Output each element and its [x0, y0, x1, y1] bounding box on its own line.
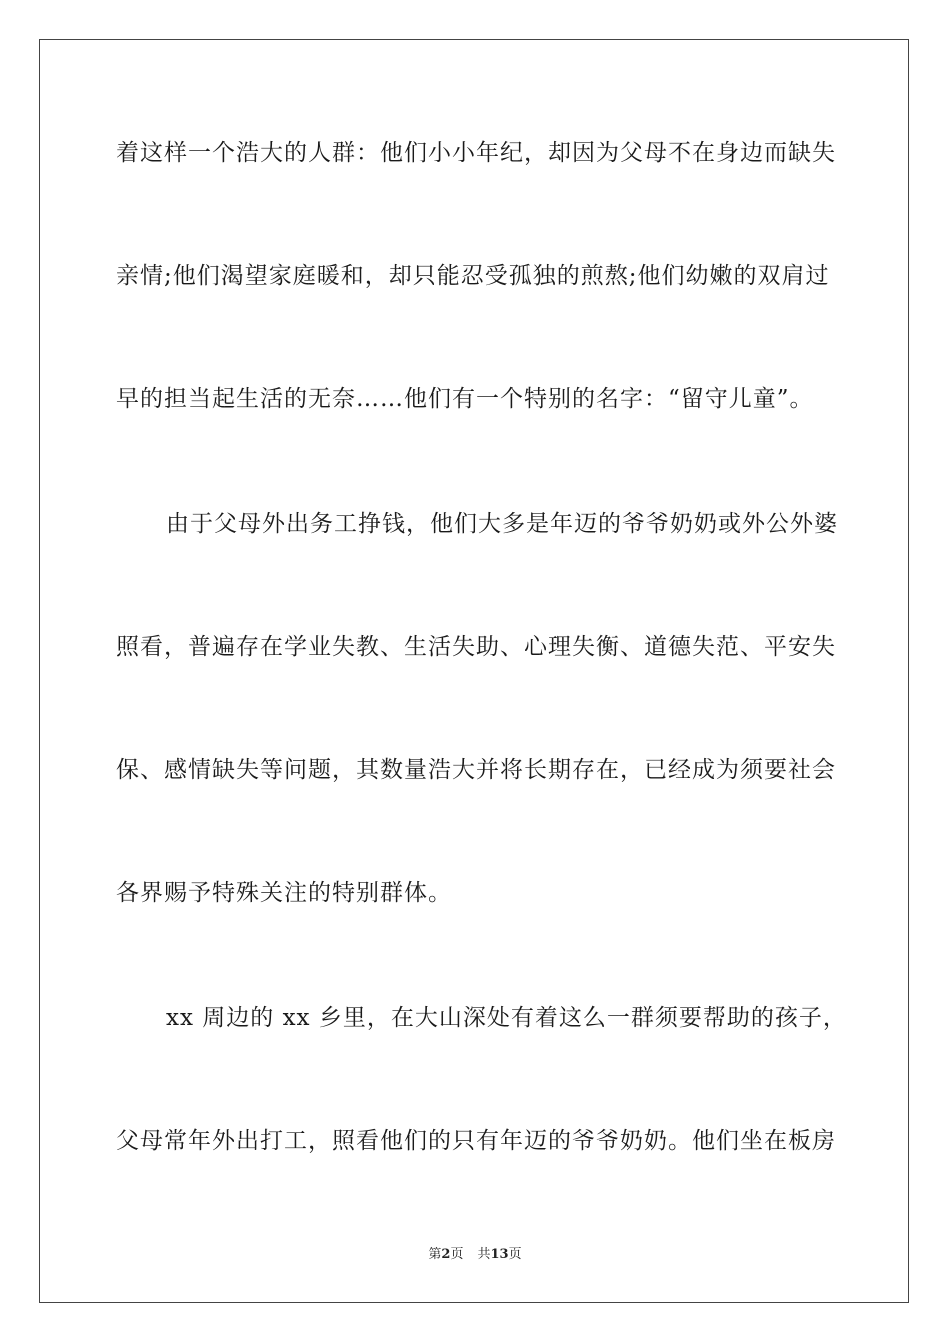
total-label-suffix: 页 — [508, 1247, 522, 1262]
text-line: 父母常年外出打工，照看他们的只有年迈的爷爷奶奶。他们坐在板房 — [116, 1128, 836, 1154]
text-line: 由于父母外出务工挣钱，他们大多是年迈的爷爷奶奶或外公外婆 — [166, 511, 838, 537]
text-line: xx 周边的 xx 乡里，在大山深处有着这么一群须要帮助的孩子， — [166, 1005, 847, 1031]
page-label-prefix: 第 — [428, 1247, 442, 1262]
text-line: 各界赐予特殊关注的特别群体。 — [116, 880, 452, 906]
page-number: 2 — [441, 1247, 451, 1262]
text-line: 早的担当起生活的无奈……他们有一个特别的名字：“留守儿童”。 — [116, 386, 814, 412]
text-line: 亲情;他们渴望家庭暖和，却只能忍受孤独的煎熬;他们幼嫩的双肩过 — [116, 263, 830, 289]
page-border — [39, 39, 909, 1303]
total-pages: 13 — [490, 1247, 509, 1262]
text-line: 照看，普遍存在学业失教、生活失助、心理失衡、道德失范、平安失 — [116, 634, 836, 660]
text-line: 着这样一个浩大的人群：他们小小年纪，却因为父母不在身边而缺失 — [116, 140, 836, 166]
total-label-prefix: 共 — [477, 1247, 491, 1262]
text-line: 保、感情缺失等问题，其数量浩大并将长期存在，已经成为须要社会 — [116, 757, 836, 783]
page-label-suffix: 页 — [450, 1247, 464, 1262]
page-footer — [0, 1246, 950, 1264]
